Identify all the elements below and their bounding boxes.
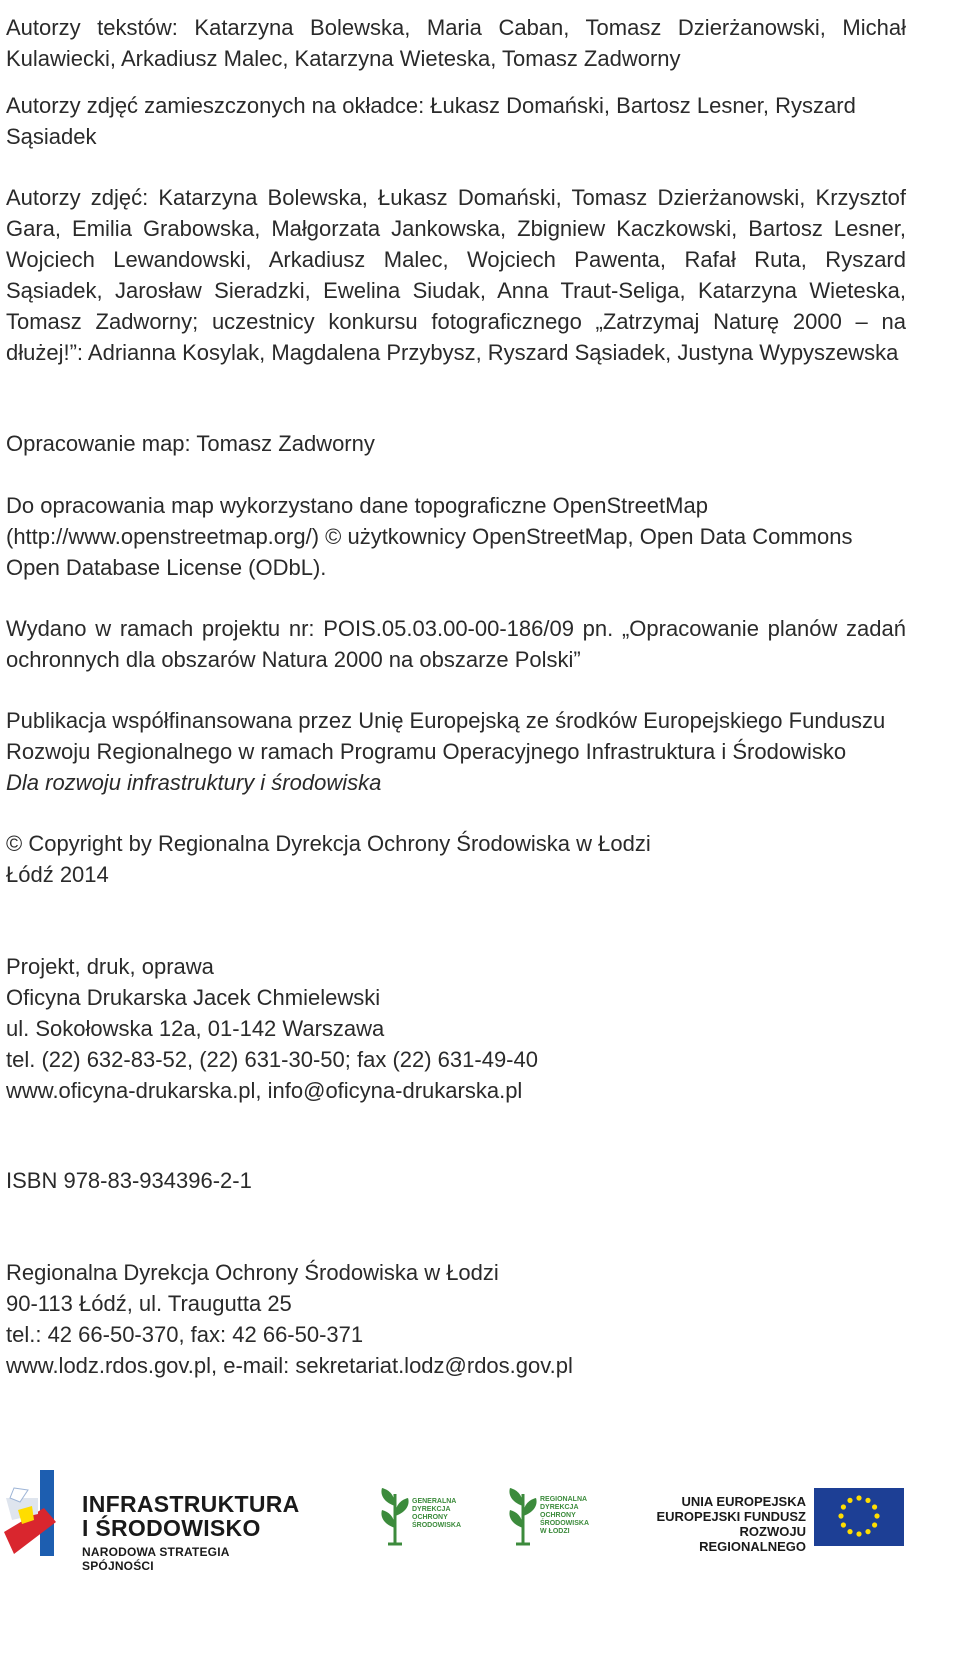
leaf-icon	[378, 1486, 412, 1546]
printer-block	[6, 951, 906, 1106]
infra-line3: NARODOWA STRATEGIA SPÓJNOŚCI	[82, 1545, 230, 1573]
rdos-wordmark	[540, 1496, 589, 1536]
infra-line2: I ŚRODOWISKO	[82, 1515, 261, 1541]
printer-line: Projekt, druk, oprawa	[6, 954, 214, 979]
copyright-block	[6, 828, 906, 890]
cofinance-italic: Dla rozwoju infrastruktury i środowiska	[6, 770, 382, 795]
gdos-line: ŚRODOWISKA	[412, 1522, 461, 1529]
gdos-logo	[378, 1486, 461, 1550]
copyright-line: © Copyright by Regionalna Dyrekcja Ochrony Środowiska w Łodzi	[6, 831, 651, 856]
printer-line: tel. (22) 632-83-52, (22) 631-30-50; fax (22) 631-49-40	[6, 1047, 538, 1072]
cofinance-text: Publikacja współfinansowana przez Unię Europejską ze środków Europejskiego Funduszu Rozwoju Regionalnego w ramach Programu Operacyjnego Infrastruktura i Środowisko	[6, 708, 886, 764]
publisher-line: 90-113 Łódź, ul. Traugutta 25	[6, 1291, 292, 1316]
ue-line2: EUROPEJSKI FUNDUSZ	[656, 1509, 806, 1524]
infrastruktura-wordmark	[82, 1492, 304, 1573]
rdos-line: W ŁODZI	[540, 1528, 570, 1535]
gdos-wordmark	[412, 1498, 461, 1530]
project-info: Wydano w ramach projektu nr: POIS.05.03.00-00-186/09 pn. „Opracowanie planów zadań ochronnych dla obszarów Natura 2000 na obszarze Polski”	[6, 616, 906, 672]
publisher-block	[6, 1257, 906, 1381]
ue-line3: ROZWOJU REGIONALNEGO	[699, 1524, 806, 1554]
ue-line1: UNIA EUROPEJSKA	[681, 1494, 806, 1509]
authors-texts: Autorzy tekstów: Katarzyna Bolewska, Maria Caban, Tomasz Dzierżanowski, Michał Kulawiecki, Arkadiusz Malec, Katarzyna Wieteska, Tomasz Zadworny	[6, 15, 906, 71]
rdos-line: DYREKCJA	[540, 1504, 579, 1511]
rdos-line: ŚRODOWISKA	[540, 1520, 589, 1527]
printer-line: Oficyna Drukarska Jacek Chmielewski	[6, 985, 381, 1010]
ue-logo	[640, 1488, 910, 1554]
ue-wordmark	[640, 1494, 806, 1554]
place-year: Łódź 2014	[6, 862, 109, 887]
rdos-logo	[506, 1486, 589, 1550]
maps-credit: Opracowanie map: Tomasz Zadworny	[6, 431, 375, 456]
leaf-icon	[506, 1486, 540, 1546]
rdos-line: REGIONALNA	[540, 1496, 588, 1503]
isbn: ISBN 978-83-934396-2-1	[6, 1168, 252, 1193]
infrastruktura-emblem-icon	[4, 1468, 76, 1560]
printer-line: ul. Sokołowska 12a, 01-142 Warszawa	[6, 1016, 385, 1041]
gdos-line: OCHRONY	[412, 1514, 448, 1521]
eu-flag-icon	[814, 1488, 904, 1546]
publisher-line: Regionalna Dyrekcja Ochrony Środowiska w Łodzi	[6, 1260, 499, 1285]
infrastruktura-logo	[4, 1468, 304, 1573]
authors-cover-photos: Autorzy zdjęć zamieszczonych na okładce: Łukasz Domański, Bartosz Lesner, Ryszard Sąsiadek	[6, 93, 856, 149]
logo-footer	[0, 1468, 960, 1648]
publisher-line: tel.: 42 66-50-370, fax: 42 66-50-371	[6, 1322, 364, 1347]
gdos-line: GENERALNA	[412, 1498, 457, 1505]
publisher-line: www.lodz.rdos.gov.pl, e-mail: sekretariat.lodz@rdos.gov.pl	[6, 1353, 573, 1378]
rdos-line: OCHRONY	[540, 1512, 576, 1519]
authors-photos: Autorzy zdjęć: Katarzyna Bolewska, Łukasz Domański, Tomasz Dzierżanowski, Krzysztof Gara, Emilia Grabowska, Małgorzata Jankowska, Zbigniew Kaczkowski, Bartosz Lesner, Wojciech Lewandowski, Arkadiusz Malec, Wojciech Pawenta, Rafał Ruta, Ryszard Sąsiadek, Jarosław Sieradzki, Ewelina Siudak, Anna Traut-Seliga, Katarzyna Wieteska, Tomasz Zadworny; uczestnicy konkursu fotograficznego „Zatrzymaj Naturę 2000 – na dłużej!”: Adrianna Kosylak, Magdalena Przybysz, Ryszard Sąsiadek, Justyna Wypyszewska	[6, 185, 906, 365]
map-data-credit: Do opracowania map wykorzystano dane topograficzne OpenStreetMap (http://www.openstreetmap.org/) © użytkownicy OpenStreetMap, Open Data Commons Open Database License (ODbL).	[6, 493, 853, 580]
printer-line: www.oficyna-drukarska.pl, info@oficyna-drukarska.pl	[6, 1078, 523, 1103]
cofinance-block	[6, 705, 906, 798]
gdos-line: DYREKCJA	[412, 1506, 451, 1513]
infra-line1: INFRASTRUKTURA	[82, 1491, 300, 1517]
